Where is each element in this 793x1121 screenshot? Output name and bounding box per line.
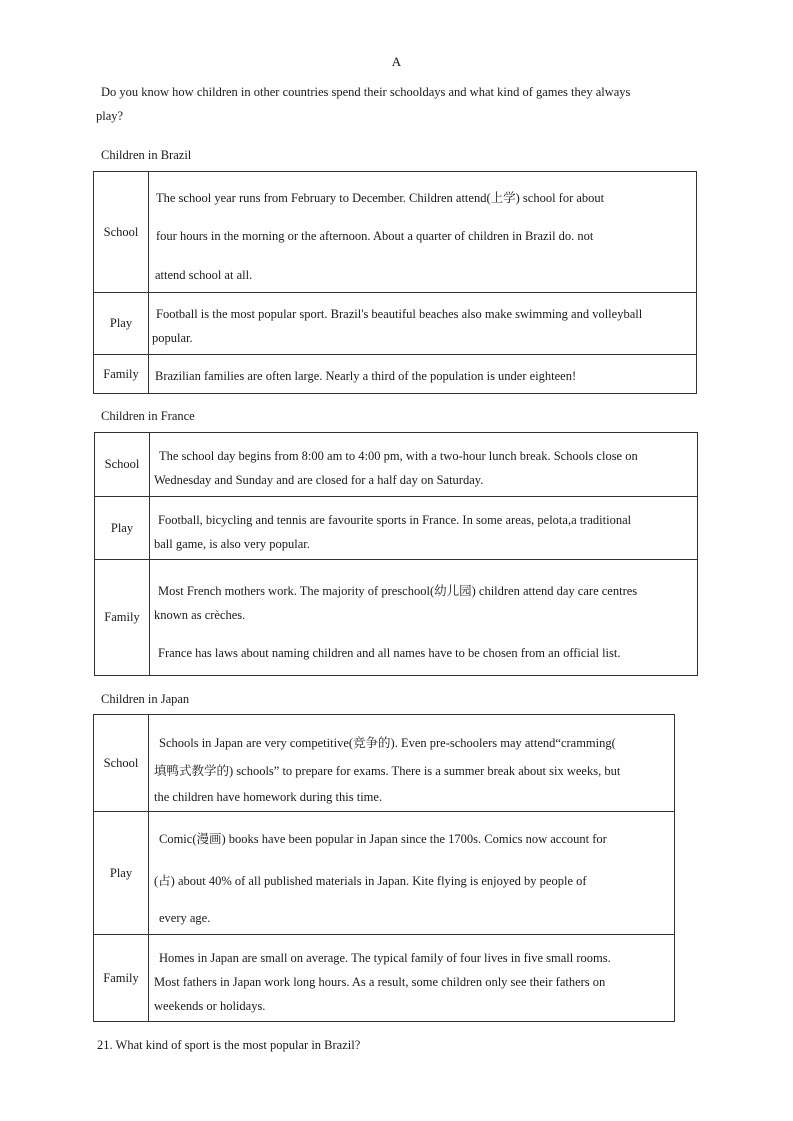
- japan-table: [93, 714, 675, 1022]
- content-line: Comic(漫画) books have been popular in Japan since the 1700s. Comics now account for: [159, 832, 607, 846]
- row-label: Family: [94, 355, 149, 394]
- content-line: Wednesday and Sunday and are closed for a half day on Saturday.: [154, 473, 484, 487]
- table-row: [95, 497, 698, 560]
- table-row: [95, 433, 698, 497]
- row-content: [149, 935, 675, 1022]
- table-row: [95, 560, 698, 676]
- table-row: [94, 172, 697, 293]
- table-row: [94, 715, 675, 812]
- content-line: every age.: [159, 911, 211, 925]
- content-line: Football, bicycling and tennis are favourite sports in France. In some areas, pelota,a traditional: [158, 513, 632, 527]
- row-label: Play: [94, 812, 149, 935]
- content-line: The school day begins from 8:00 am to 4:00 pm, with a two-hour lunch break. Schools close on: [159, 449, 638, 463]
- row-content: [150, 560, 698, 676]
- content-line: popular.: [152, 331, 193, 345]
- brazil-table: [93, 171, 697, 394]
- row-content: [149, 355, 697, 394]
- row-content: [149, 715, 675, 812]
- content-line: Schools in Japan are very competitive(竞争的). Even pre-schoolers may attend“cramming(: [159, 736, 616, 750]
- content-line: the children have homework during this time.: [154, 790, 383, 804]
- content-line: four hours in the morning or the afternoon. About a quarter of children in Brazil do. not: [156, 229, 594, 243]
- content-line: weekends or holidays.: [154, 999, 266, 1013]
- passage-heading: A: [391, 54, 402, 69]
- content-line: Football is the most popular sport. Brazil's beautiful beaches also make swimming and volleyball: [156, 307, 643, 321]
- table-row: [94, 935, 675, 1022]
- content-line: France has laws about naming children and all names have to be chosen from an official list.: [158, 646, 621, 660]
- row-content: [150, 497, 698, 560]
- content-line: ball game, is also very popular.: [154, 537, 310, 551]
- content-line: Most fathers in Japan work long hours. As a result, some children only see their fathers on: [154, 975, 606, 989]
- content-line: known as crèches.: [154, 608, 246, 622]
- content-line: (占) about 40% of all published materials in Japan. Kite flying is enjoyed by people of: [154, 874, 587, 888]
- content-line: attend school at all.: [155, 268, 253, 282]
- brazil-section-title: Children in Brazil: [101, 148, 192, 162]
- table-row: [94, 812, 675, 935]
- france-table: [94, 432, 698, 676]
- question-21: 21. What kind of sport is the most popular in Brazil?: [97, 1038, 361, 1052]
- row-content: [150, 433, 698, 497]
- france-section-title: Children in France: [101, 409, 195, 423]
- content-line: Most French mothers work. The majority of preschool(幼儿园) children attend day care centres: [158, 584, 638, 598]
- row-label: School: [94, 172, 149, 293]
- content-line: Homes in Japan are small on average. The typical family of four lives in five small rooms.: [159, 951, 611, 965]
- content-line: The school year runs from February to December. Children attend(上学) school for about: [156, 191, 605, 205]
- japan-section-title: Children in Japan: [101, 692, 190, 706]
- row-label: Play: [95, 497, 150, 560]
- row-content: [149, 293, 697, 355]
- row-label: Family: [95, 560, 150, 676]
- row-content: [149, 812, 675, 935]
- row-label: School: [95, 433, 150, 497]
- content-line: Brazilian families are often large. Nearly a third of the population is under eighteen!: [155, 369, 577, 383]
- row-label: School: [94, 715, 149, 812]
- intro-line-1: Do you know how children in other countries spend their schooldays and what kind of games they always: [101, 85, 631, 99]
- row-label: Play: [94, 293, 149, 355]
- table-row: [94, 293, 697, 355]
- row-content: [149, 172, 697, 293]
- table-row: [94, 355, 697, 394]
- row-label: Family: [94, 935, 149, 1022]
- content-line: 填鸭式教学的) schools” to prepare for exams. There is a summer break about six weeks, but: [154, 764, 621, 778]
- intro-line-2: play?: [96, 109, 124, 123]
